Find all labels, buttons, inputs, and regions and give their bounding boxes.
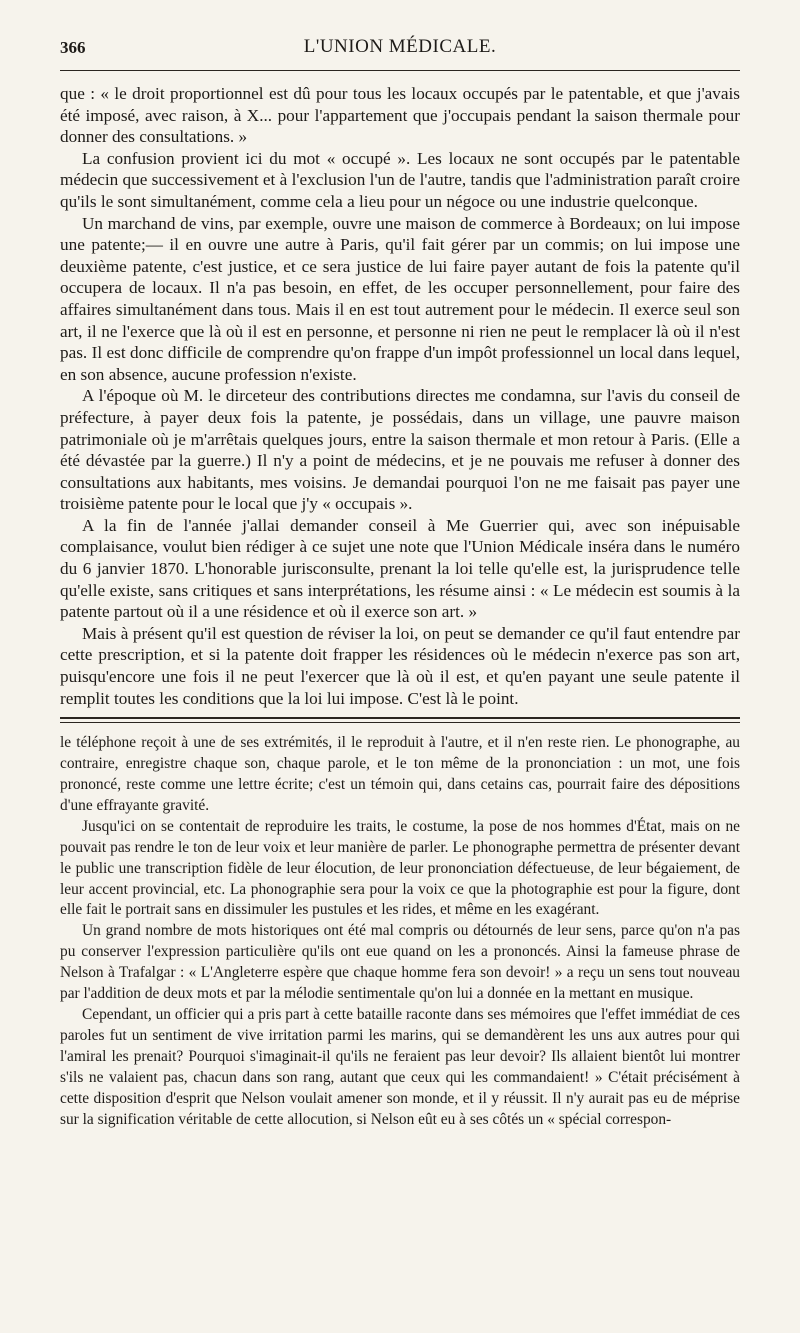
feuilleton-paragraph-4: Cependant, un officier qui a pris part à cette bataille raconte dans ses mémoires que l'effet immédiat de ces paroles fut un sentiment de vive irritation parmi les marins, qui se demandèrent les uns aux autres pour qui l'amiral les prenait? Pourquoi s'imaginait-il qu'ils ne feraient pas leur devoir? Ils allaient bientôt lui montrer s'ils ne valaient pas, chacun dans son rang, autant que ceux qui les commandaient! » C'était précisément à cette disposition d'esprit que Nelson voulait amener son monde, et il y réussit. Il n'y aurait pas eu de méprise sur la signification véritable de cette allocution, si Nelson eût eu à ses côtés un « spécial correspon- [60,1006,740,1128]
page-header [60,30,740,64]
article-paragraph-1: que : « le droit proportionnel est dû pour tous les locaux occupés par le patentable, et que j'avais été imposé, avec raison, à X... pour l'appartement que j'occupais pendant la saison thermale pour donner des consultations. » [60,84,740,147]
journal-page [60,30,740,1310]
page-number: 366 [60,38,86,57]
feuilleton-paragraph-2: Jusqu'ici on se contentait de reproduire les traits, le costume, la pose de nos hommes d'État, mais on ne pouvait pas rendre le ton de leur voix et leur manière de parler. Le phonographe permettra de présenter devant le public une transcription fidèle de leur élocution, de leur prononciation défectueuse, de leur bégaiement, de leur accent provincial, etc. La phonographie sera pour la voix ce que la photographie est pour la figure, dont elle fait le portrait sans en dissimuler les pustules et les rides, et même en les exagérant. [60,817,740,919]
feuilleton-section [60,733,740,1130]
article-paragraph-5: A la fin de l'année j'allai demander conseil à Me Guerrier qui, avec son inépuisable complaisance, voulut bien rédiger à ce sujet une note que l'Union Médicale inséra dans le numéro du 6 janvier 1870. L'honorable jurisconsulte, prenant la loi telle qu'elle est, la jurisprudence telle qu'elle existe, sans critiques et sans interprétations, les résume ainsi : « Le médecin est soumis à la patente partout où il a une résidence et où il exerce son art. » [60,515,740,622]
running-title: L'UNION MÉDICALE. [303,36,497,57]
feuilleton-paragraph-3: Un grand nombre de mots historiques ont été mal compris ou détournés de leur sens, parce qu'on n'a pas pu conserver l'expression particulière qu'ils ont eue quand on les a prononcés. Ainsi la fameuse phrase de Nelson à Trafalgar : « L'Angleterre espère que chaque homme fera son devoir! » a reçu un sens tout nouveau par l'addition de deux mots et par la mélodie sentimentale qu'on lui a donnée en la mettant en musique. [60,922,740,1003]
main-article [60,83,740,709]
article-paragraph-6: Mais à présent qu'il est question de réviser la loi, on peut se demander ce qu'il faut entendre par cette prescription, et si la patente doit frapper les résidences où le médecin n'exerce pas son art, puisqu'encore une fois il ne peut l'exercer que là où il est, et qu'en payant une seule patente il remplit toutes les conditions que la loi lui impose. C'est là le point. [60,623,740,708]
article-paragraph-2: La confusion provient ici du mot « occupé ». Les locaux ne sont occupés par le patentable médecin que successivement et à l'exclusion l'un de l'autre, tandis que l'administration paraît croire qu'ils le sont simultanément, comme cela a lieu pour un négoce ou une industrie quelconque. [60,148,740,211]
article-paragraph-3: Un marchand de vins, par exemple, ouvre une maison de commerce à Bordeaux; on lui impose une patente;— il en ouvre une autre à Paris, qu'il fait gérer par un commis; on lui impose une deuxième patente, c'est justice, et ce sera justice de lui faire payer autant de fois la patente qu'il occupera de locaux. Il n'a pas besoin, en effet, de les occuper personnellement, pour faire des affaires simultanément dans tous. Mais il en est tout autrement pour le médecin. Il exerce seul son art, il ne l'exerce que là où il est en personne, et personne ni rien ne peut le remplacer là où il n'est pas. Il est donc difficile de comprendre qu'on frappe d'un impôt professionnel un local dans lequel, en son absence, aucune profession n'existe. [60,213,740,384]
feuilleton-paragraph-1: le téléphone reçoit à une de ses extrémités, il le reproduit à l'autre, et il n'en reste rien. Le phonographe, au contraire, enregistre chaque son, chaque parole, et le ton même de la prononciation : un mot, une fois prononcé, reste comme une lettre écrite; c'est un témoin qui, dans cetains cas, pourrait faire des dépositions d'une effrayante gravité. [60,734,740,814]
feuilleton-separator [60,717,740,723]
article-paragraph-4: A l'époque où M. le dirceteur des contributions directes me condamna, sur l'avis du conseil de préfecture, à payer deux fois la patente, je possédais, dans un village, une pauvre maison patrimoniale où je m'arrêtais quelques jours, entre la saison thermale et mon retour à Paris. (Elle a été dévastée par la guerre.) Il n'y a point de médecins, et je ne pouvais me refuser à donner des consultations aux habitants, mes voisins. Je demandai pourquoi l'on ne me faisait pas payer une troisième patente pour le local que j'y « occupais ». [60,386,740,514]
header-rule [60,70,740,71]
